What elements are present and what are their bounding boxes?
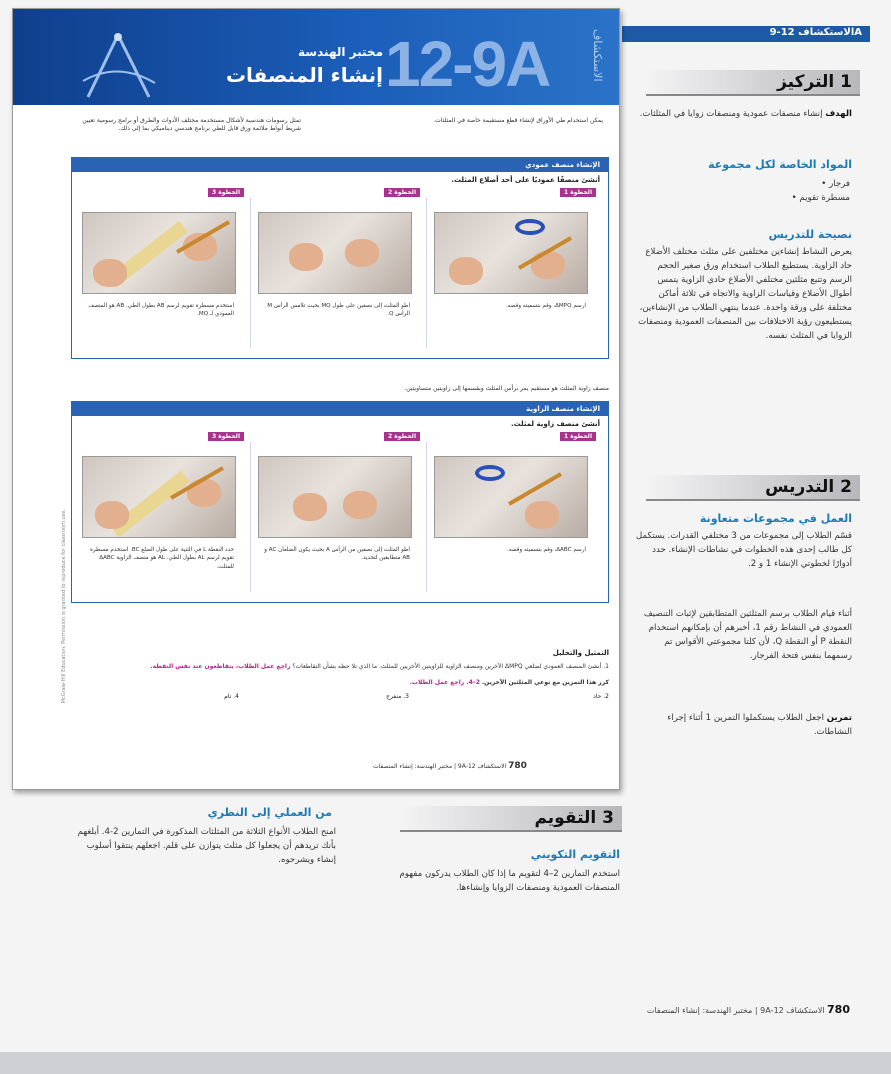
step-3 [78, 432, 248, 602]
hand-icon [343, 491, 377, 519]
bottom-scroll-bar[interactable] [0, 1052, 891, 1074]
tip-text: يعرض النشاط إنشاءين مختلفين على مثلث مختلف الأضلاع حاد الزاوية. يستطيع الطلاب استخدام ورق صغير الحجم الرسم وتتبع مثلثين مختلفي الأضلاع حادي الزاوية يتمس أطوال الأضلاع وقياسات الزاوية والاتجاه في ثلاثة أماكن مختلفة على ورقة واحدة. عندما ينتهي الطلاب من الإنشاءين، يستطيعون رؤية الاختلافات بين المنصفات العمودية ومنصفات الزوايا في المثلث نفسه. [638, 247, 852, 341]
focus-heading [646, 70, 860, 96]
scissors-icon [475, 465, 505, 481]
analysis-section [71, 649, 609, 705]
practice-label: تمرين [826, 713, 852, 723]
teach-paragraph: أثناء قيام الطلاب برسم المثلثين المتطابقين لإثبات التنصيف العمودي في النشاط رقم 1، أخبرهم أن بإمكانهم استخدام النقطة P أو النقطة Q، لأن كلتا مجموعتي الأقواس تم رسمهما بنفس فتحة الفرجار. [643, 609, 852, 661]
tip-heading: نصيحة للتدريس [768, 228, 852, 241]
lab-title: إنشاء المنصفات [225, 63, 383, 87]
analysis-repeat-answer: 2–4. راجع عمل الطلاب. [409, 678, 480, 686]
step-photo [434, 456, 588, 538]
lab-code: 12-9A [385, 28, 550, 100]
materials-heading: المواد الخاصة لكل مجموعة [708, 158, 852, 171]
footer-text: الاستكشاف 12-9A | مختبر الهندسة: إنشاء المنصفات [646, 1006, 825, 1015]
analysis-q1-answer: راجع عمل الطلاب، يتقاطعون عند نفس النقطة. [150, 663, 291, 670]
step-caption: ارسم ΔABC، وقم بتسميته وقصه. [507, 547, 586, 553]
step-label: الخطوة 1 [560, 432, 596, 441]
material-item: فرجار • [700, 178, 850, 192]
goal-text: إنشاء منصفات عمودية ومنصفات زوايا في المثلثات. [639, 109, 823, 119]
step-caption: اطو المثلث إلى نصفين على طول MQ بحيث تلامس الرأس M الرأس Q. [267, 303, 410, 318]
divider [250, 198, 251, 348]
step-3 [78, 188, 248, 358]
step-photo [82, 456, 236, 538]
page-number: 780 [827, 1003, 850, 1016]
hand-icon [289, 243, 323, 271]
step-photo [258, 456, 412, 538]
vertical-tag: الاستكشاف [591, 29, 604, 82]
student-footer-text: الاستكشاف 12-9A | مختبر الهندسة: إنشاء المنصفات [373, 763, 507, 770]
practice-text: اجعل الطلاب يستكملوا التمرين 1 أثناء إجراء النشاطات. [667, 713, 852, 737]
step-label: الخطوة 3 [208, 188, 244, 197]
hand-icon [293, 493, 327, 521]
focus-goal [636, 108, 852, 122]
exercise-item: 3. منفرج [386, 693, 409, 701]
exercise-item: 2. حاد [593, 693, 609, 701]
step-caption: حدد النقطة L في الثنية على طول الضلع BC. استخدم مسطرة تقويم لرسم AL بطول الطي. AL هو منصف الزاوية ΔABC للمثلث. [90, 547, 234, 570]
step-photo [434, 212, 588, 294]
step-2 [254, 188, 424, 358]
step-1 [430, 188, 600, 358]
intro-right: يمكن استخدام طي الأوراق لإنشاء قطع مستقيمة خاصة في المثلثات. [433, 117, 603, 124]
assess-heading [400, 806, 622, 832]
construction-angle-bisector [71, 401, 609, 603]
step-photo [82, 212, 236, 294]
step-caption: اطو المثلث إلى نصفين من الرأس A بحيث يكون الضلعان AC و AB متطابقين لتحديد. [264, 547, 410, 562]
divider [250, 442, 251, 592]
compass-icon [73, 31, 163, 101]
step-2 [254, 432, 424, 602]
step-caption: ارسم ΔMPQ، وقم بتسميته وقصه. [506, 303, 586, 309]
concrete-text: امنح الطلاب الأنواع الثلاثة من المثلثات المذكورة في التمارين 2-4. أبلغهم بأنك تريدهم أن يجعلوا كل مثلث يتوازن على قلم. اجعلهم ينتقوا أسلوب إنشاء ويشرحوه. [77, 827, 336, 865]
student-footer [373, 761, 527, 771]
focus-title: 1 التركيز [777, 72, 852, 92]
side-copyright: McGraw-Hill Education. Permission is granted to reproduce for classroom use. [61, 509, 67, 704]
scissors-icon [515, 219, 545, 235]
step-label: الخطوة 2 [384, 432, 420, 441]
student-page-inset [12, 8, 620, 790]
step-caption: استخدم مسطرة تقويم لرسم AB بطول الطي. AB هو المنصف العمودي لـ MQ. [88, 303, 234, 318]
header-label: الاستكشاف 12-9A [769, 27, 862, 38]
analysis-q1: 1. أنشئ المنصف العمودي لضلعي ΔMPQ الآخرين ومنصف الزاوية للزاويتين الأخريين للمثلث. ما الذي تلا حظه بشأن التقاطعات؟ [292, 663, 609, 670]
step-photo [258, 212, 412, 294]
assess-title: 3 التقويم [534, 808, 614, 828]
divider [426, 442, 427, 592]
materials-list [700, 178, 850, 206]
goal-label: الهدف [825, 109, 852, 119]
exercise-list [71, 693, 609, 705]
lab-subtitle: مختبر الهندسة [298, 45, 383, 59]
concrete-heading: من العملي إلى النظري [207, 806, 332, 819]
divider [426, 198, 427, 348]
group-heading: العمل في مجموعات متعاونة [699, 512, 852, 525]
construction-instruction: أنشئ منصفًا عموديًا على أحد أضلاع المثلث. [451, 176, 600, 184]
formative-heading: التقويم التكويني [530, 848, 620, 861]
material-item: مسطرة تقويم • [700, 192, 850, 206]
teach-heading [646, 475, 860, 501]
construction-perpendicular [71, 157, 609, 359]
top-header-rule [622, 26, 870, 42]
group-text: قسّم الطلاب إلى مجموعات من 3 مختلفي القدرات. يستكمل كل طالب إحدى هذه الخطوات في نشاطات الإنشاء. حدد أدوارًا لخطوتي الإنشاء 1 و 2. [635, 531, 852, 569]
analysis-title: التمثيل والتحليل [552, 649, 609, 657]
intro-left: تمثل رسومات هندسية لأشكال مستخدمة مختلف الأدوات والطرق أو برامج رسومية تعيين شريط أنواط ملائمة ورق قابل للطي برنامج هندسي ديناميكي بما إلى ذلك. [82, 117, 301, 133]
mid-note: منصف زاوية المثلث هو مستقيم يمر برأس المثلث ويقسمها إلى زاويتين متساويتين. [404, 385, 609, 392]
step-label: الخطوة 3 [208, 432, 244, 441]
step-label: الخطوة 1 [560, 188, 596, 197]
student-page-number: 780 [508, 761, 527, 771]
step-label: الخطوة 2 [384, 188, 420, 197]
page-footer [560, 1003, 850, 1016]
hand-icon [95, 501, 129, 529]
teach-title: 2 التدريس [765, 477, 852, 497]
hand-icon [345, 239, 379, 267]
analysis-repeat: كرر هذا التمرين مع نوعي المثلثين الآخرين. [481, 678, 609, 686]
lab-banner [13, 9, 620, 105]
exercise-item: 4. تام [224, 693, 239, 701]
formative-text: استخدم التمارين 2–4 لتقويم ما إذا كان الطلاب يدركون مفهوم المنصفات العمودية ومنصفات الزوايا وإنشاءها. [399, 869, 620, 893]
construction-header: الإنشاء منصف عمودي [72, 158, 608, 172]
hand-icon [525, 501, 559, 529]
hand-icon [449, 257, 483, 285]
hand-icon [93, 259, 127, 287]
construction-instruction: أنشئ منصف زاوية لمثلث. [510, 420, 600, 428]
practice-note [636, 712, 852, 740]
step-1 [430, 432, 600, 602]
construction-header: الإنشاء منصف الزاوية [72, 402, 608, 416]
